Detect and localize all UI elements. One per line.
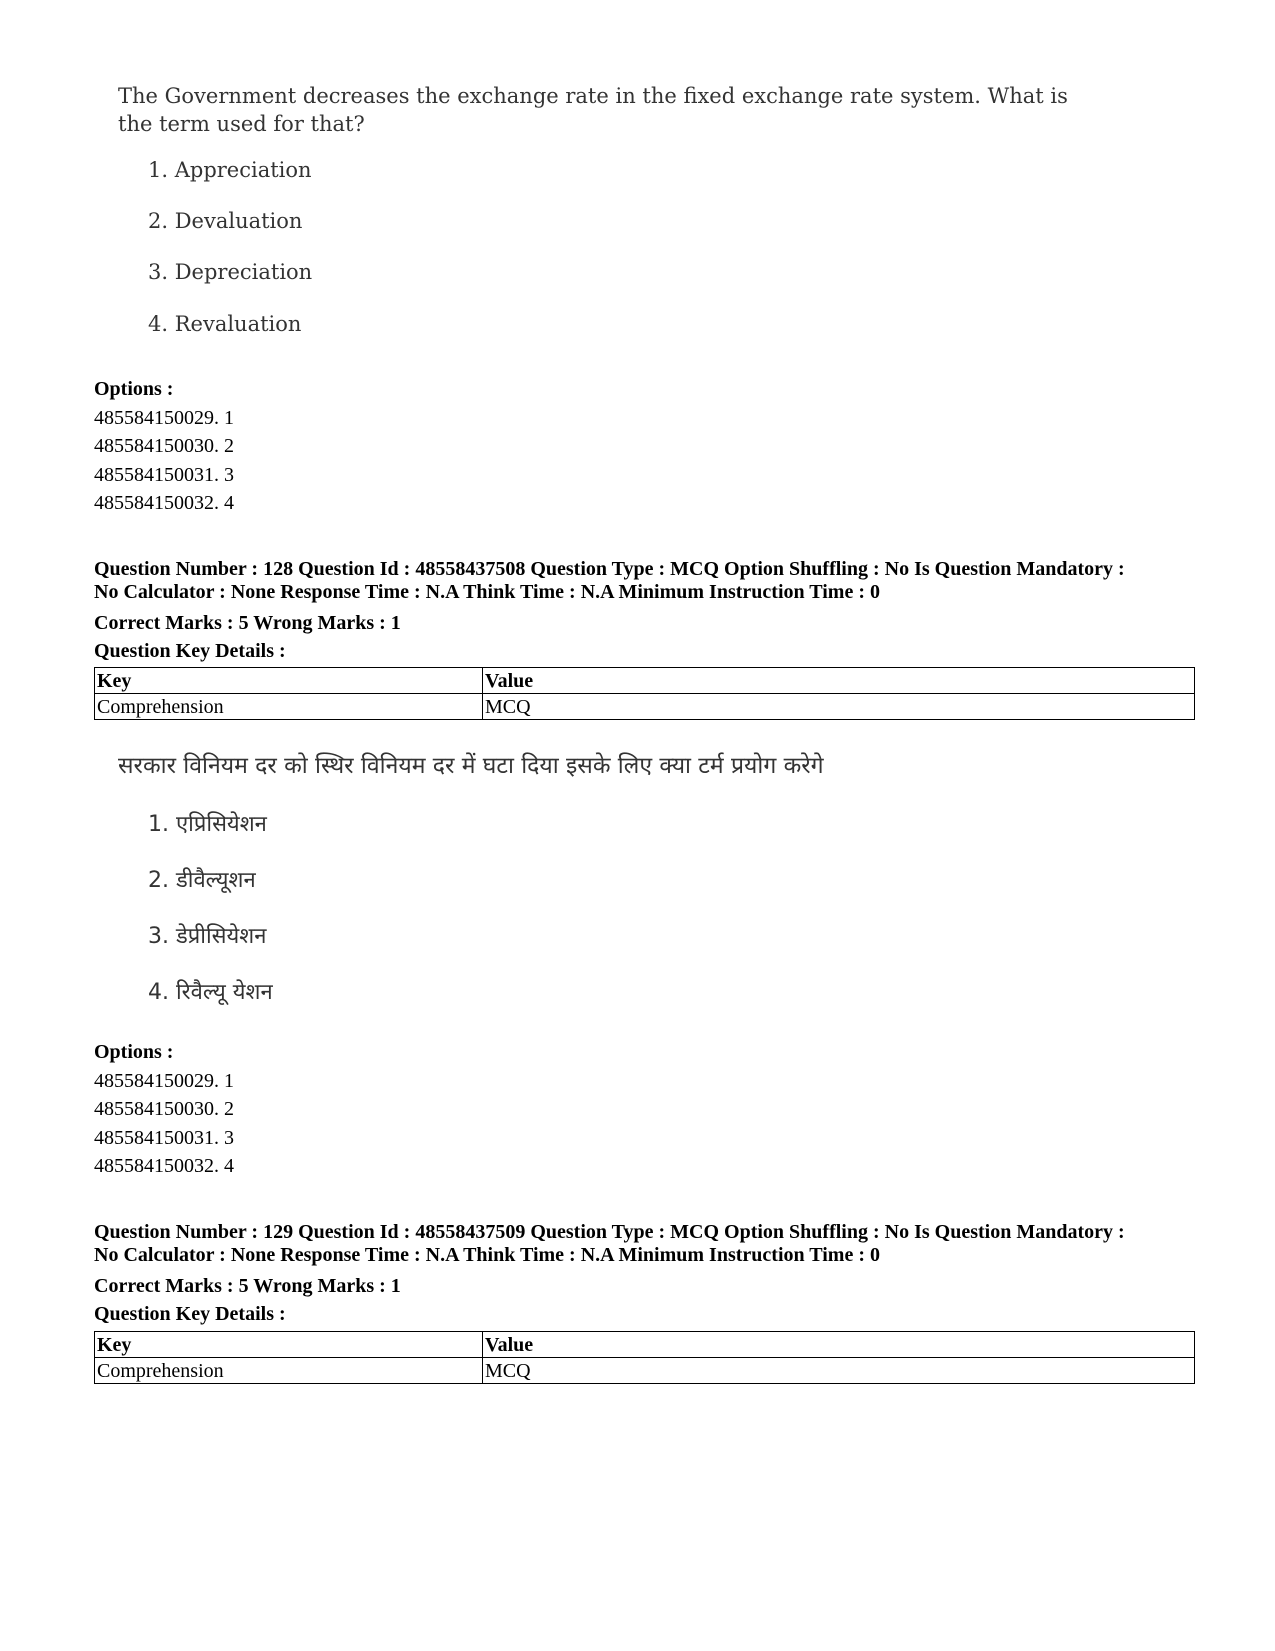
answer-option: 1. एप्रिसियेशन bbox=[148, 812, 267, 837]
table-header-key: Key bbox=[95, 1332, 483, 1358]
option-id: 485584150032. 4 bbox=[94, 1155, 234, 1177]
options-block-128 bbox=[94, 1038, 234, 1181]
question-stem: The Government decreases the exchange rate in the fixed exchange rate system. What is the term used for that? bbox=[118, 84, 1068, 136]
option-id: 485584150030. 2 bbox=[94, 435, 234, 457]
table-header-value: Value bbox=[483, 668, 1195, 694]
table-header-row bbox=[95, 668, 1195, 694]
answer-option: 3. Depreciation bbox=[148, 260, 313, 284]
table-cell: MCQ bbox=[483, 1358, 1195, 1384]
options-label: Options : bbox=[94, 1041, 174, 1063]
answer-option: 4. रिवैल्यू येशन bbox=[148, 980, 273, 1005]
key-details-label: Question Key Details : bbox=[94, 1303, 286, 1325]
key-details-label: Question Key Details : bbox=[94, 640, 286, 662]
option-id: 485584150030. 2 bbox=[94, 1098, 234, 1120]
option-id: 485584150029. 1 bbox=[94, 1069, 234, 1092]
table-row bbox=[95, 1358, 1195, 1384]
question-128-image bbox=[118, 752, 1118, 1022]
table-cell: Comprehension bbox=[95, 694, 483, 720]
option-id: 485584150029. 1 bbox=[94, 406, 234, 429]
options-label: Options : bbox=[94, 378, 174, 400]
answer-option: 1. Appreciation bbox=[148, 158, 312, 182]
question-key-table-128 bbox=[94, 667, 1195, 720]
table-header-value: Value bbox=[483, 1332, 1195, 1358]
table-header-row bbox=[95, 1332, 1195, 1358]
question-stem: सरकार विनियम दर को स्थिर विनियम दर में घटा दिया इसके लिए क्या टर्म प्रयोग करेगे bbox=[118, 753, 824, 779]
table-cell: Comprehension bbox=[95, 1358, 483, 1384]
answer-option: 3. डेप्रीसियेशन bbox=[148, 924, 267, 949]
table-row bbox=[95, 694, 1195, 720]
table-cell: MCQ bbox=[483, 694, 1195, 720]
option-id: 485584150031. 3 bbox=[94, 463, 234, 486]
question-128-meta bbox=[94, 558, 1194, 604]
marks-line: Correct Marks : 5 Wrong Marks : 1 bbox=[94, 612, 401, 634]
option-id: 485584150032. 4 bbox=[94, 492, 234, 514]
meta-line: No Calculator : None Response Time : N.A Think Time : N.A Minimum Instruction Time : 0 bbox=[94, 1244, 880, 1266]
options-block-127 bbox=[94, 375, 234, 518]
meta-line: No Calculator : None Response Time : N.A Think Time : N.A Minimum Instruction Time : 0 bbox=[94, 581, 880, 603]
question-127-image bbox=[118, 82, 1118, 362]
meta-line: Question Number : 128 Question Id : 48558437508 Question Type : MCQ Option Shuffling : No Is Question Mandatory : bbox=[94, 558, 1125, 580]
answer-option: 2. Devaluation bbox=[148, 209, 303, 233]
meta-line: Question Number : 129 Question Id : 48558437509 Question Type : MCQ Option Shuffling : No Is Question Mandatory : bbox=[94, 1221, 1125, 1243]
question-129-meta bbox=[94, 1221, 1194, 1267]
table-header-key: Key bbox=[95, 668, 483, 694]
question-key-table-129 bbox=[94, 1331, 1195, 1384]
answer-option: 4. Revaluation bbox=[148, 312, 302, 336]
marks-line: Correct Marks : 5 Wrong Marks : 1 bbox=[94, 1275, 401, 1297]
option-id: 485584150031. 3 bbox=[94, 1126, 234, 1149]
answer-option: 2. डीवैल्यूशन bbox=[148, 868, 256, 893]
